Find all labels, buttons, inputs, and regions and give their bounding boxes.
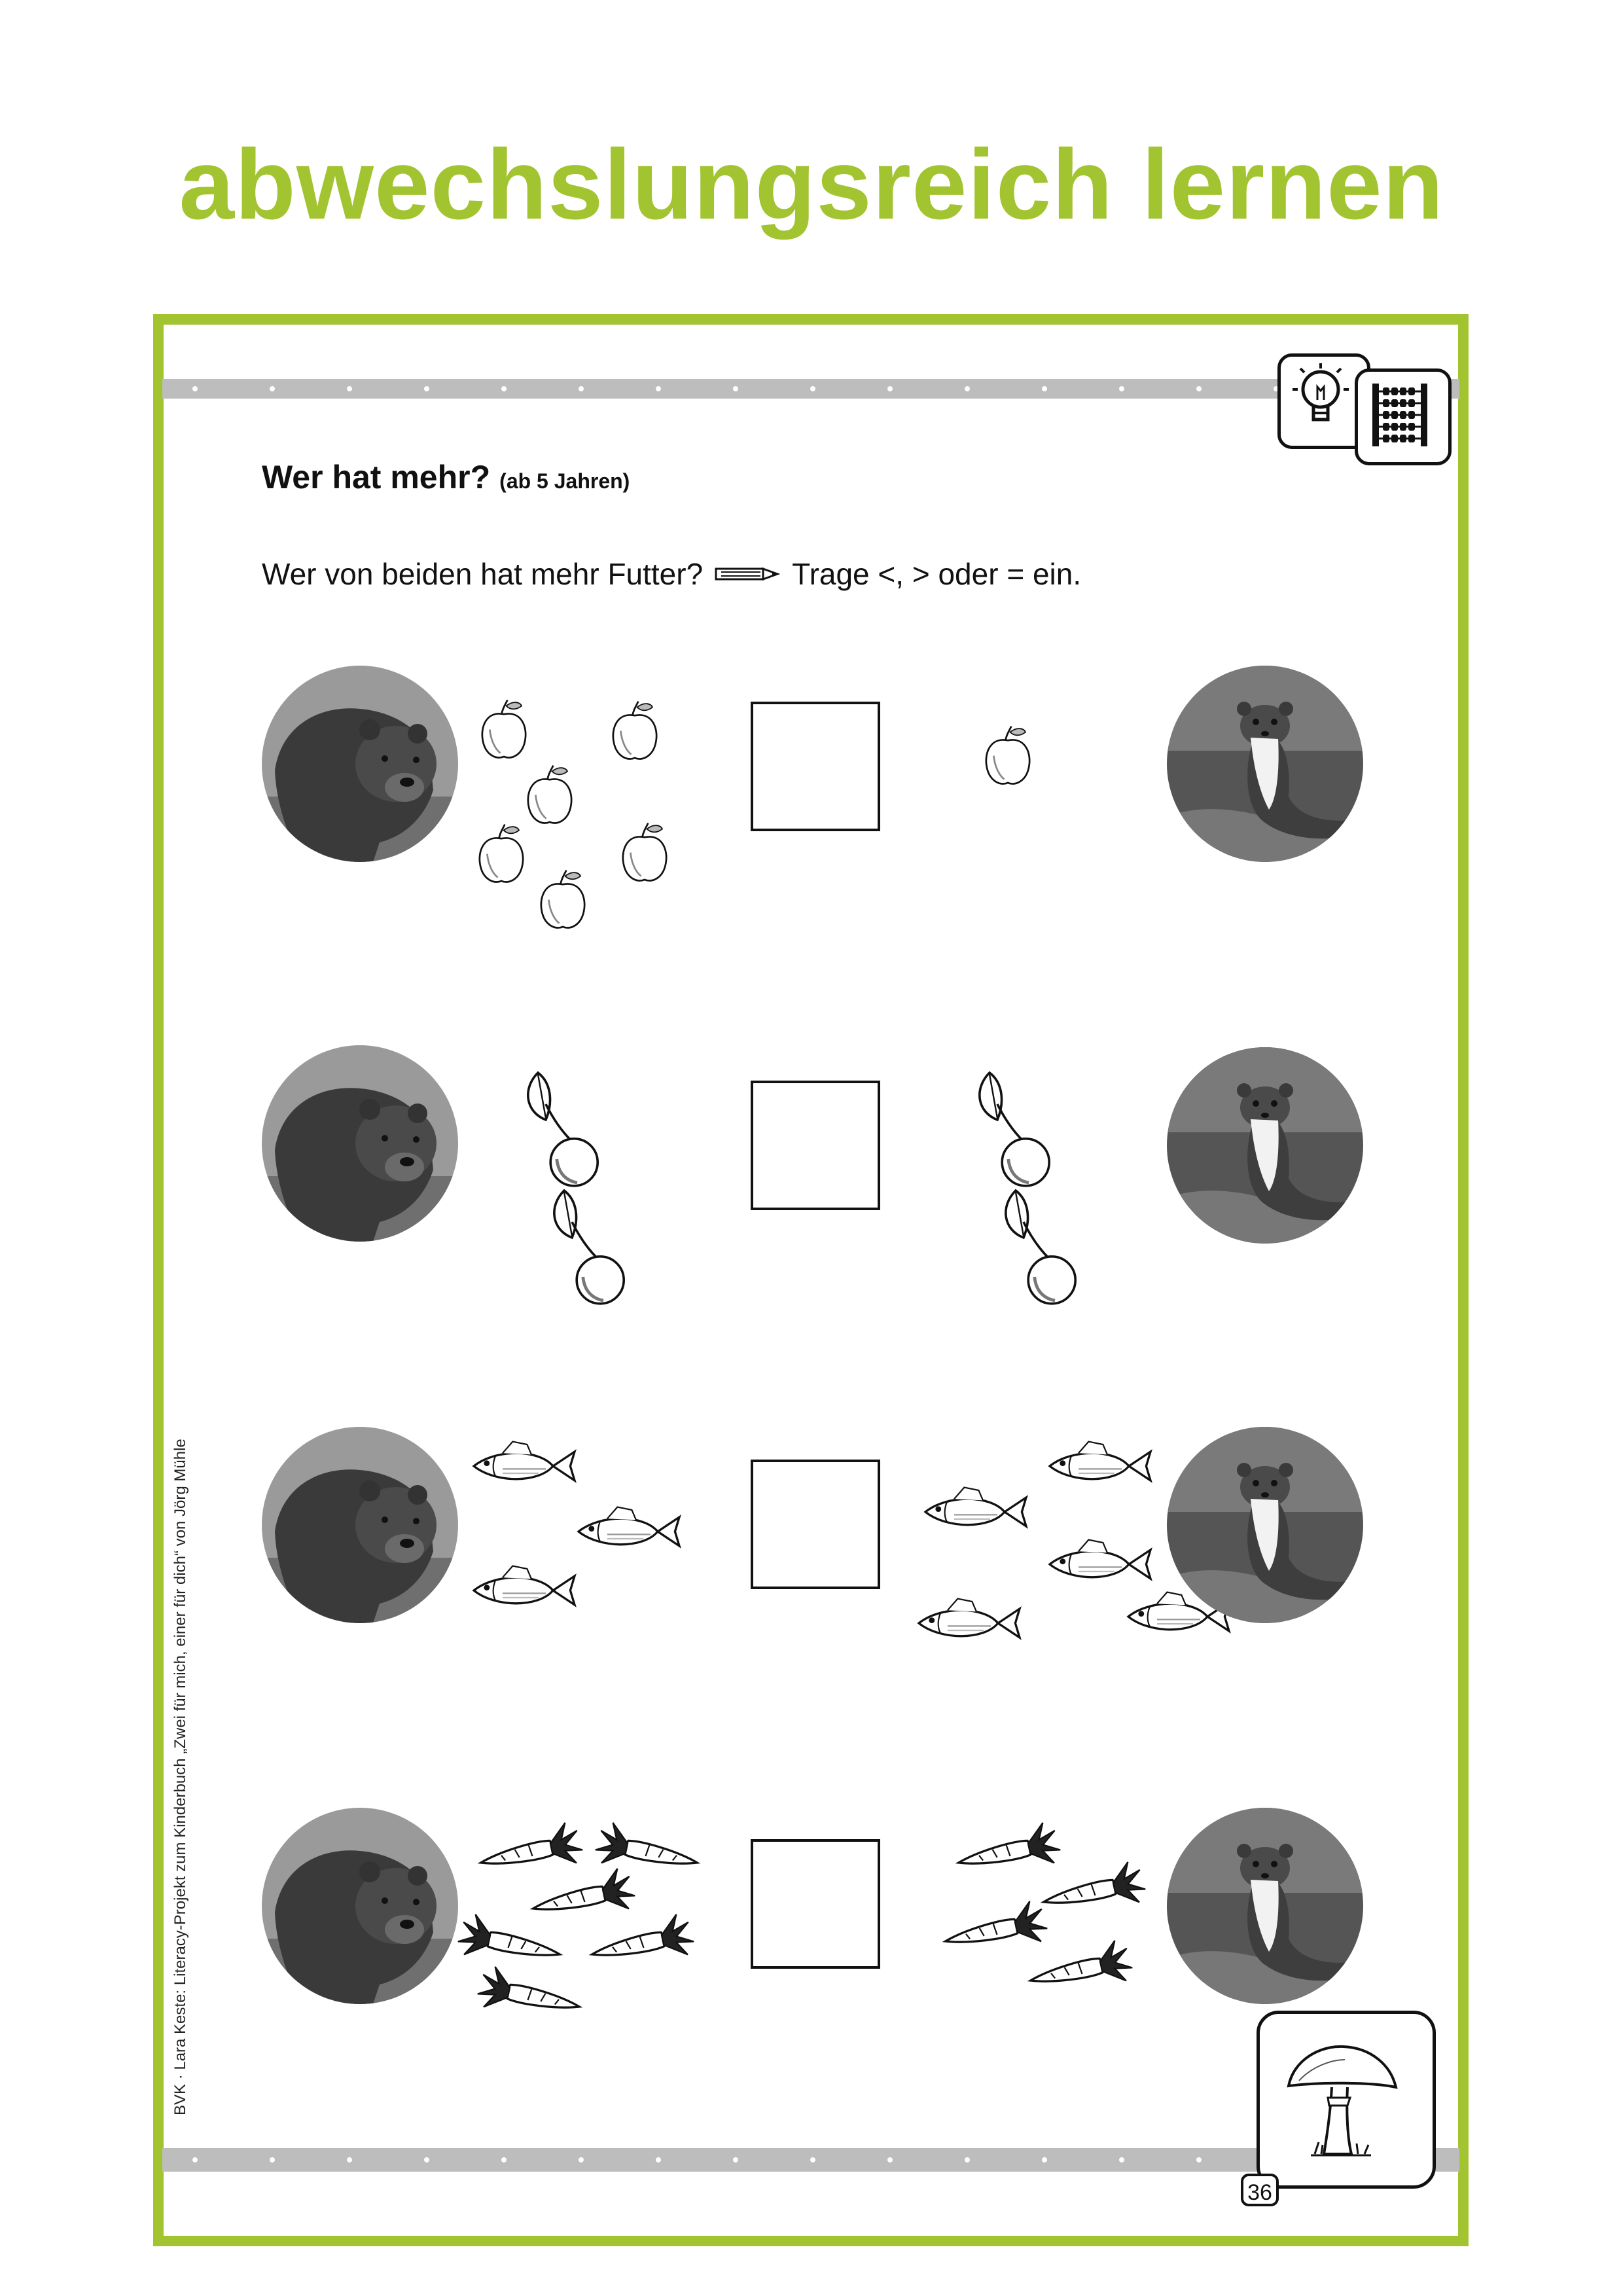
right-food-group [916, 1800, 1152, 2000]
instruction-question: Wer von beiden hat mehr Futter? [262, 557, 704, 591]
comparison-row-cherries [0, 1044, 1623, 1319]
answer-box[interactable] [751, 1839, 880, 1969]
comparison-row-fish [0, 1420, 1623, 1695]
mushroom-icon [1260, 2014, 1426, 2179]
age-label: (ab 5 Jahren) [499, 469, 630, 493]
lightbulb-icon [1281, 357, 1361, 439]
answer-box[interactable] [751, 1460, 880, 1589]
left-food-group [452, 1800, 726, 2052]
comparison-row-apples [0, 664, 1623, 926]
bear-photo [262, 1045, 458, 1242]
worksheet-title: Wer hat mehr? [262, 459, 491, 495]
instruction-task: Trage <, > oder = ein. [792, 557, 1082, 591]
answer-box[interactable] [751, 702, 880, 831]
pencil-icon [715, 566, 780, 582]
weasel-photo [1167, 1047, 1363, 1244]
top-dotted-strip [162, 379, 1459, 399]
abacus-icon [1358, 372, 1442, 456]
page-header-title: abwechslungsreich lernen [179, 129, 1444, 240]
left-food-group [497, 1044, 694, 1322]
mushroom-badge [1257, 2011, 1436, 2189]
page-number: 36 [1241, 2174, 1279, 2206]
weasel-photo [1167, 1808, 1363, 2004]
weasel-photo [1167, 1427, 1363, 1623]
right-food-group [969, 664, 1086, 864]
copyright-credit: BVK · Lara Keste: Literacy-Projekt zum Kinderbuch „Zwei für mich, einer für dich“ von Jörg Mühle [171, 1439, 189, 2115]
answer-box[interactable] [751, 1081, 880, 1210]
bear-photo [262, 666, 458, 862]
left-food-group [438, 1420, 713, 1646]
right-food-group [949, 1044, 1145, 1322]
abacus-badge [1355, 368, 1452, 465]
weasel-photo [1167, 666, 1363, 862]
bear-photo [262, 1427, 458, 1623]
bear-photo [262, 1808, 458, 2004]
left-food-group [471, 664, 720, 942]
